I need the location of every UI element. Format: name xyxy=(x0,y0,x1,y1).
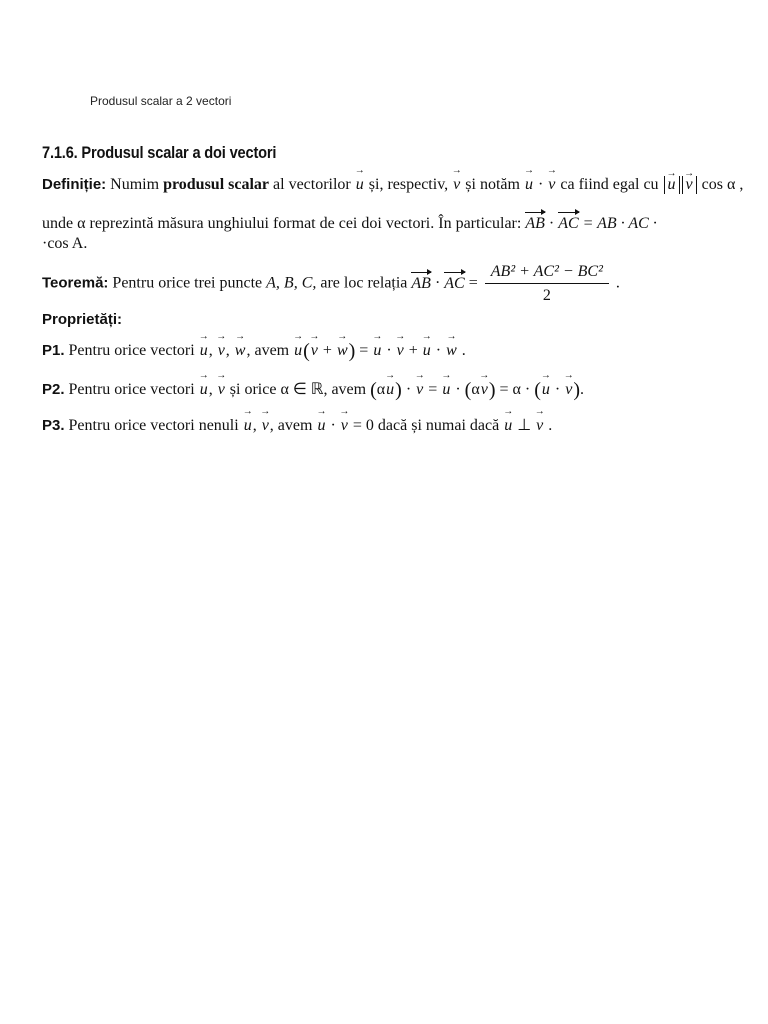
text: Pentru orice trei puncte xyxy=(112,274,263,292)
text: și, respectiv, xyxy=(368,176,449,193)
text: avem xyxy=(331,381,367,398)
text: cos α , xyxy=(701,176,744,193)
property-p1: P1. Pentru orice vectori → u, → v, → w, avem → u(→ v + → w) = → u · → v + → u · → w . xyxy=(42,340,466,363)
fraction xyxy=(485,263,609,305)
text: avem xyxy=(277,417,313,434)
theorem-line: Teoremă: Pentru orice trei puncte A, B, C, are loc relația AB · AC = $\frac{\text{AB² + AC² − BC²}}{2}$ . xyxy=(42,263,620,304)
definition-label: Definiție: xyxy=(42,176,107,193)
vector-ab: AB xyxy=(525,215,545,232)
property-p3: P3. Pentru orice vectori nenuli → u, → v, avem → u · → v = 0 dacă și numai dacă → u ⊥ → v . xyxy=(42,415,552,435)
text-bold: produsul scalar xyxy=(163,176,270,193)
text: dacă și numai dacă xyxy=(377,417,500,434)
norm-v: → v xyxy=(682,176,697,194)
p3-label: P3. xyxy=(42,417,65,434)
vector-v: → v xyxy=(452,176,461,194)
fraction-denominator: 2 xyxy=(542,287,551,304)
definition-line-3 xyxy=(42,235,87,253)
text: Pentru orice vectori xyxy=(68,342,195,359)
text: și notăm xyxy=(465,176,520,193)
text: Pentru orice vectori xyxy=(68,381,195,398)
text: și orice xyxy=(229,381,277,398)
text-bold: Proprietăți: xyxy=(42,311,123,328)
definition-line-2: unde α reprezintă măsura unghiului format de cei doi vectori. În particular: AB · AC = AB · AC · xyxy=(42,215,657,232)
definition-line-1: Definiție: Numim produsul scalar al vectorilor → u și, respectiv, → v și notăm → u · → v ca fiind egal cu → u→ v cos α , xyxy=(42,176,743,194)
theorem-label: Teoremă: xyxy=(42,274,109,292)
text: unde α reprezintă măsura unghiului format de cei doi vectori. În particular: xyxy=(42,215,522,232)
vector-v: → v xyxy=(547,176,556,194)
properties-title xyxy=(42,311,122,329)
fraction-numerator: AB² + AC² − BC² xyxy=(485,263,609,284)
vector-u: → u xyxy=(524,176,534,194)
text: ·cos A. xyxy=(42,235,88,252)
text: = AB · AC · xyxy=(582,215,657,232)
vector-ac: AC xyxy=(558,215,579,232)
page-header: Produsul scalar a 2 vectori xyxy=(90,94,232,108)
vector-ac: AC xyxy=(444,274,465,292)
text: Numim xyxy=(110,176,160,193)
text: α ∈ ℝ, xyxy=(280,381,328,398)
points: A, B, C, xyxy=(266,274,317,292)
norm-u: → u xyxy=(664,176,680,194)
section-title: 7.1.6. Produsul scalar a doi vectori xyxy=(42,143,277,162)
p2-label: P2. xyxy=(42,381,65,398)
vector-u: → u xyxy=(355,176,365,194)
p1-label: P1. xyxy=(42,342,65,359)
text: are loc relația xyxy=(320,274,408,292)
text: al vectorilor xyxy=(273,176,351,193)
text: Pentru orice vectori nenuli xyxy=(68,417,239,434)
property-p2: P2. Pentru orice vectori → u, → v și orice α ∈ ℝ, avem (α→ u) · → v = → u · (α→ v) = α · (→ u · → v). xyxy=(42,379,584,402)
vector-ab: AB xyxy=(411,274,431,292)
text: ca fiind egal cu xyxy=(560,176,659,193)
text: avem xyxy=(254,342,290,359)
